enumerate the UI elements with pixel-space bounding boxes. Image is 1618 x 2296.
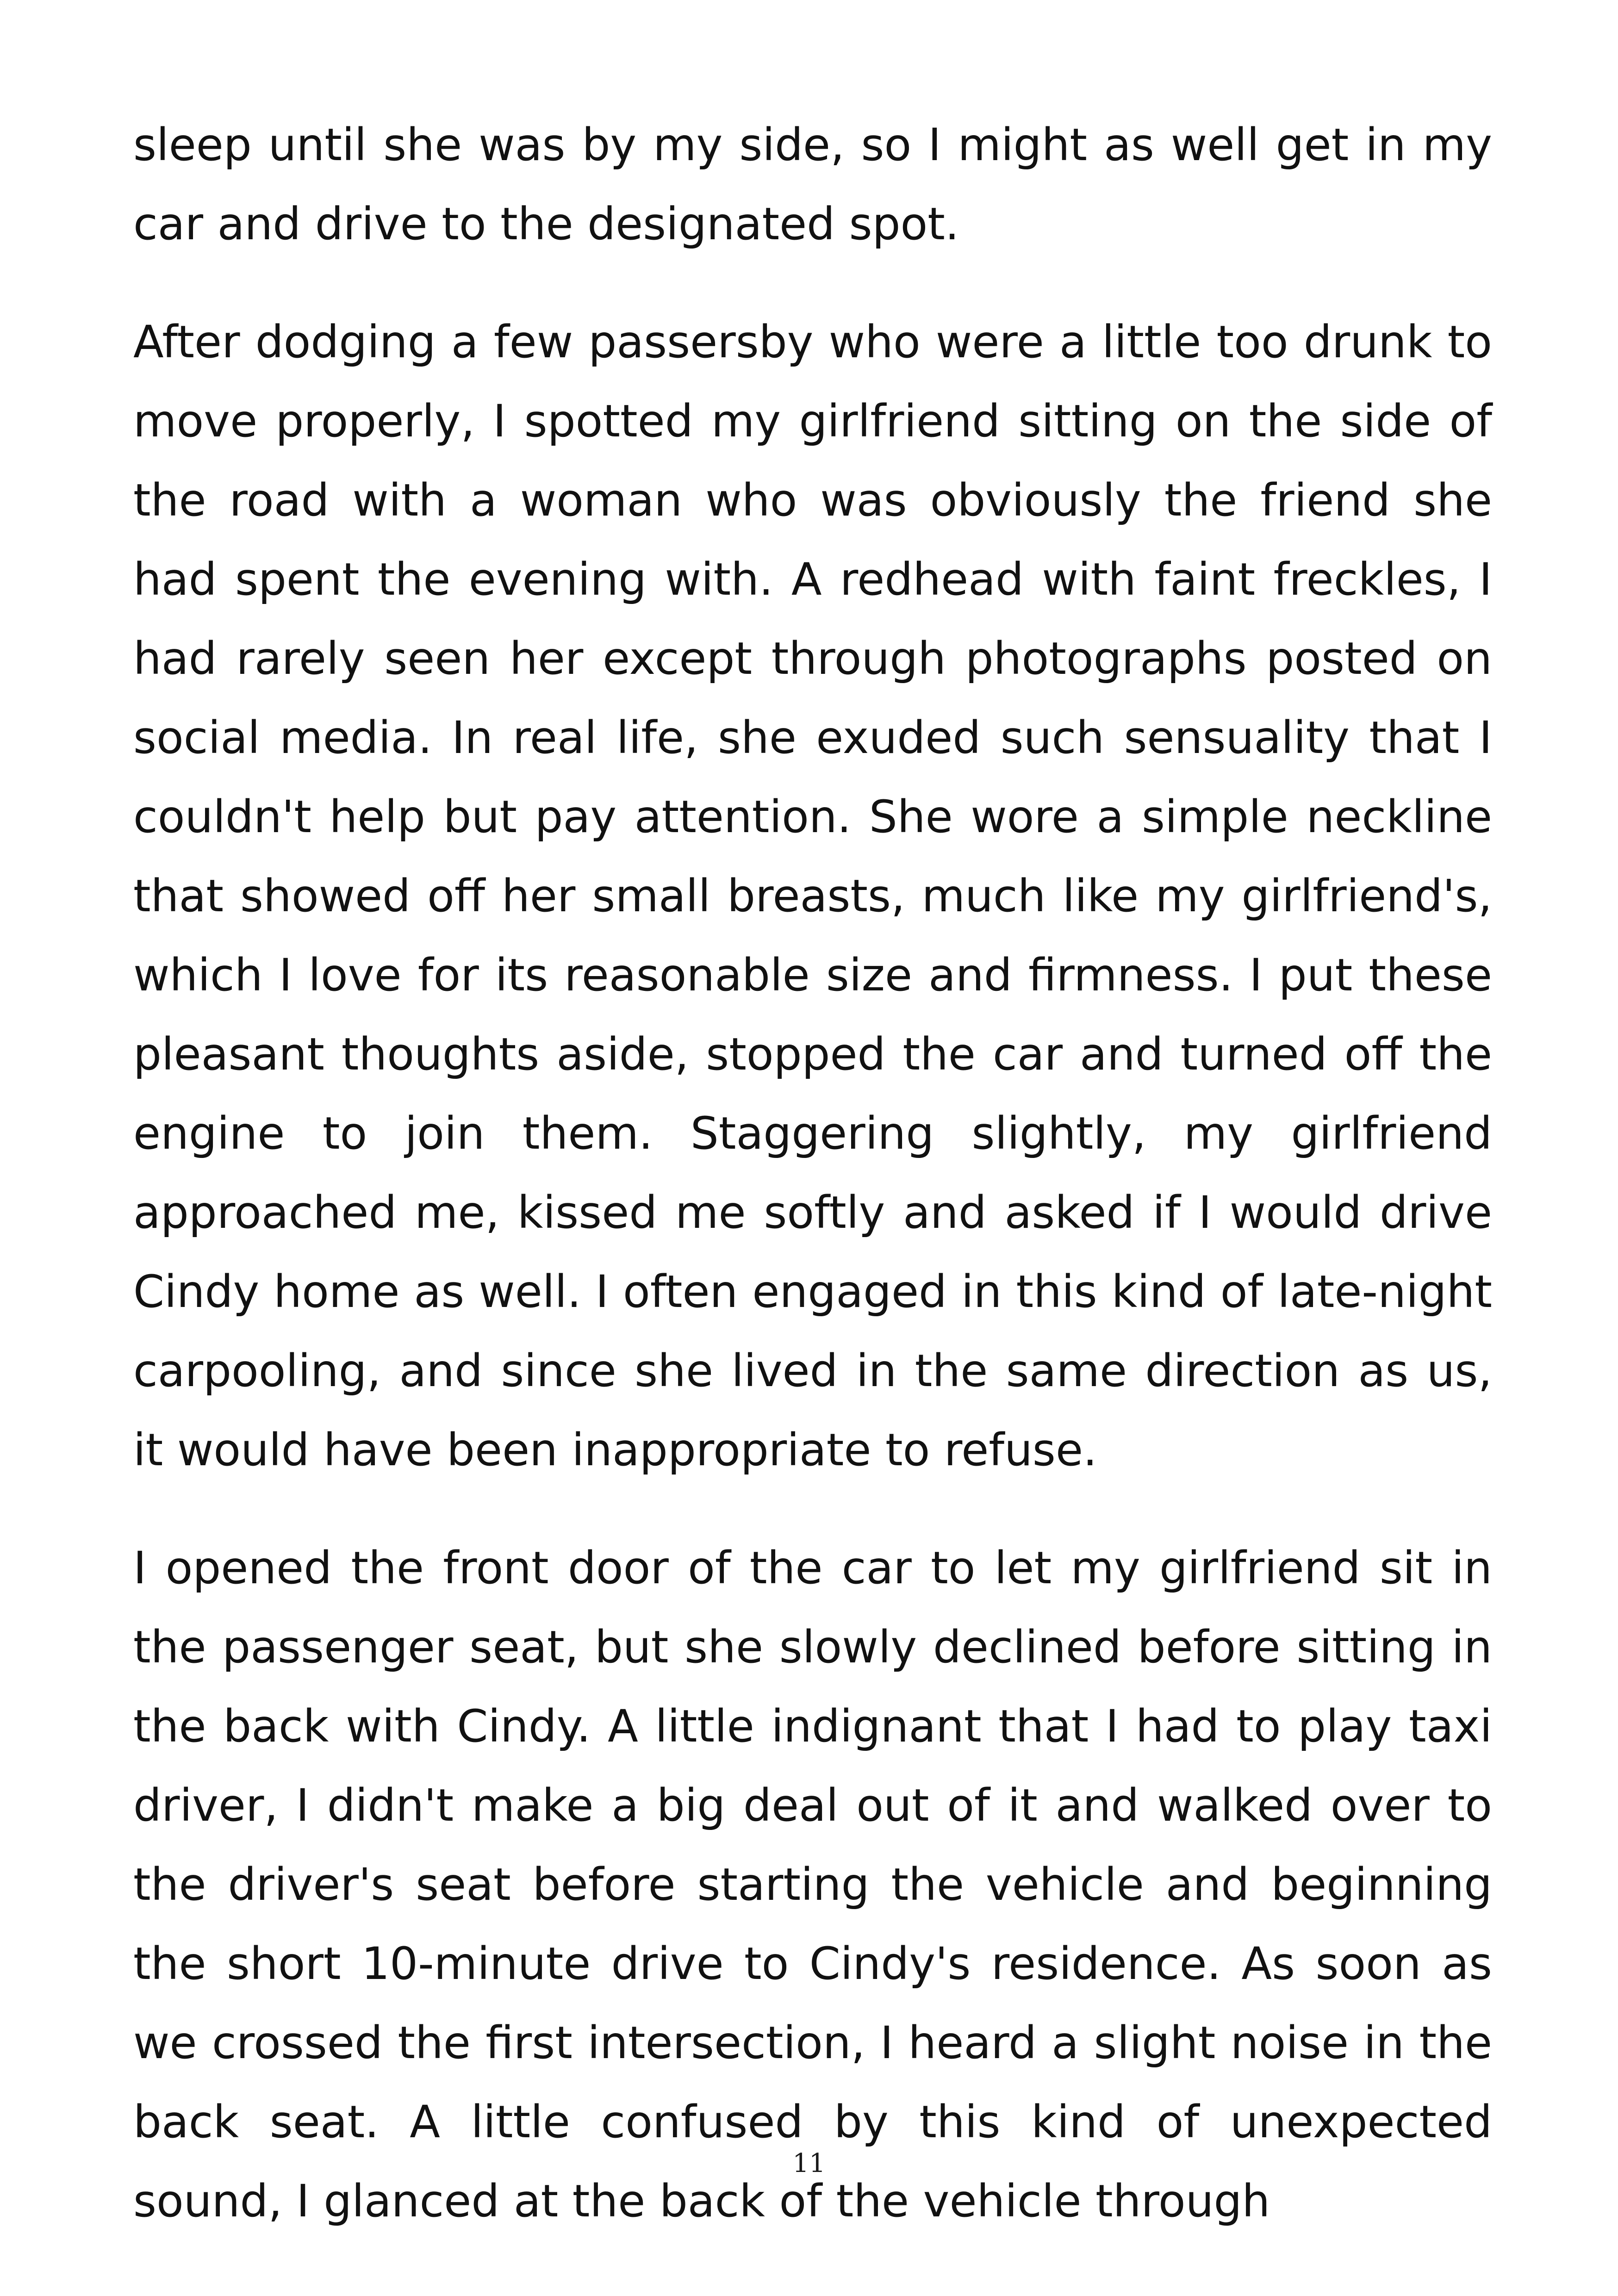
body-text [133,106,1492,2241]
paragraph: I opened the front door of the car to let my girlfriend sit in the passenger seat, but she slowly declined before sitting in the back with Cindy. A little indignant that I had to play taxi driver, I didn't make a big deal out of it and walked over to the driver's seat before starting the vehicle and beginning the short 10-minute drive to Cindy's residence. As soon as we crossed the first intersection, I heard a slight noise in the back seat. A little confused by this kind of unexpected sound, I glanced at the back of the vehicle through [133,1542,1492,2227]
paragraph: sleep until she was by my side, so I might as well get in my car and drive to the designated spot. [133,119,1492,250]
paragraph: After dodging a few passersby who were a little too drunk to move properly, I spotted my girlfriend sitting on the side of the road with a woman who was obviously the friend she had spent the evening with. A redhead with faint freckles, I had rarely seen her except through photographs posted on social media. In real life, she exuded such sensuality that I couldn't help but pay attention. She wore a simple neckline that showed off her small breasts, much like my girlfriend's, which I love for its reasonable size and firmness. I put these pleasant thoughts aside, stopped the car and turned off the engine to join them. Staggering slightly, my girlfriend approached me, kissed me softly and asked if I would drive Cindy home as well. I often engaged in this kind of late-night carpooling, and since she lived in the same direction as us, it would have been inappropriate to refuse. [133,316,1492,1476]
page-number: 11 [792,2148,826,2178]
